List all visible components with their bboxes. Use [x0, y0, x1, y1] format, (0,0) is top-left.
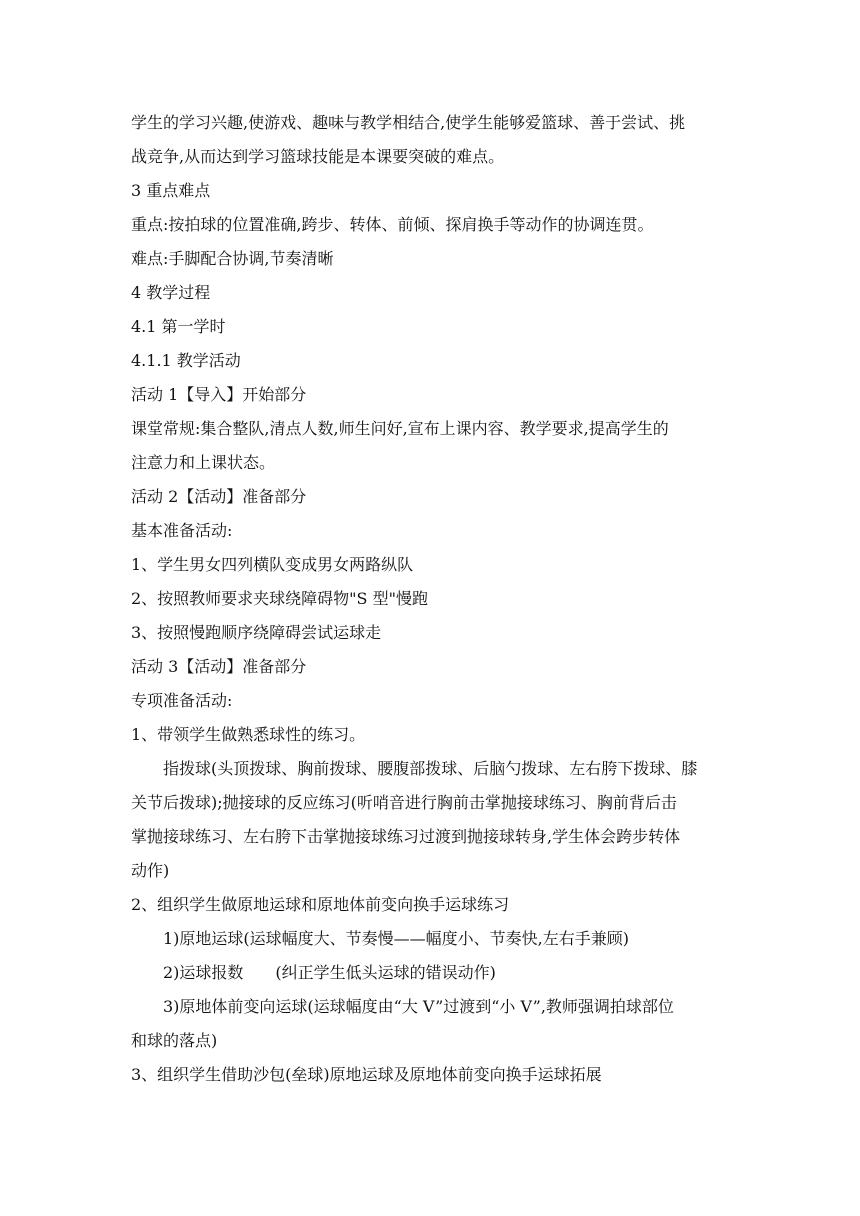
section-heading: 4 教学过程: [131, 283, 211, 302]
paragraph-line: 注意力和上课状态。: [131, 453, 276, 472]
list-item: 1、学生男女四列横队变成男女两路纵队: [131, 555, 414, 574]
paragraph-line: 专项准备活动:: [131, 691, 233, 710]
paragraph-line: 和球的落点): [131, 1031, 218, 1050]
section-heading: 3 重点难点: [131, 181, 211, 200]
subsection-heading: 4.1 第一学时: [131, 317, 226, 336]
sub-list-item: 2)运球报数 (纠正学生低头运球的错误动作): [163, 963, 496, 982]
activity-heading: 活动 2【活动】准备部分: [131, 487, 307, 506]
paragraph-line: 战竞争,从而达到学习篮球技能是本课要突破的难点。: [131, 147, 505, 166]
paragraph-line: 难点:手脚配合协调,节奏清晰: [131, 249, 334, 268]
paragraph-line: 动作): [131, 861, 170, 880]
activity-heading: 活动 3【活动】准备部分: [131, 657, 307, 676]
list-item: 3、按照慢跑顺序绕障碍尝试运球走: [131, 623, 382, 642]
activity-heading: 活动 1【导入】开始部分: [131, 385, 307, 404]
paragraph-line: 学生的学习兴趣,使游戏、趣味与教学相结合,使学生能够爱篮球、善于尝试、挑: [131, 113, 686, 132]
list-item: 2、组织学生做原地运球和原地体前变向换手运球练习: [131, 895, 510, 914]
paragraph-line: 基本准备活动:: [131, 521, 233, 540]
list-item: 1、带领学生做熟悉球性的练习。: [131, 725, 366, 744]
paragraph-line: 指拨球(头顶拨球、胸前拨球、腰腹部拨球、后脑勺拨球、左右胯下拨球、膝: [163, 759, 698, 778]
paragraph-line: 课堂常规:集合整队,清点人数,师生问好,宣布上课内容、教学要求,提高学生的: [131, 419, 669, 438]
sub-list-item: 3)原地体前变向运球(运球幅度由“大 V”过渡到“小 V”,教师强调拍球部位: [163, 997, 674, 1016]
document-body: [131, 106, 731, 1092]
list-item: 2、按照教师要求夹球绕障碍物"S 型"慢跑: [131, 589, 428, 608]
list-item: 3、组织学生借助沙包(垒球)原地运球及原地体前变向换手运球拓展: [131, 1065, 602, 1084]
paragraph-line: 重点:按拍球的位置准确,跨步、转体、前倾、探肩换手等动作的协调连贯。: [131, 215, 654, 234]
paragraph-line: 掌抛接球练习、左右胯下击掌抛接球练习过渡到抛接球转身,学生体会跨步转体: [131, 827, 681, 846]
paragraph-line: 关节后拨球);抛接球的反应练习(听哨音进行胸前击掌抛接球练习、胸前背后击: [131, 793, 677, 812]
sub-list-item: 1)原地运球(运球幅度大、节奏慢——幅度小、节奏快,左右手兼顾): [163, 929, 629, 948]
subsection-heading: 4.1.1 教学活动: [131, 351, 241, 370]
